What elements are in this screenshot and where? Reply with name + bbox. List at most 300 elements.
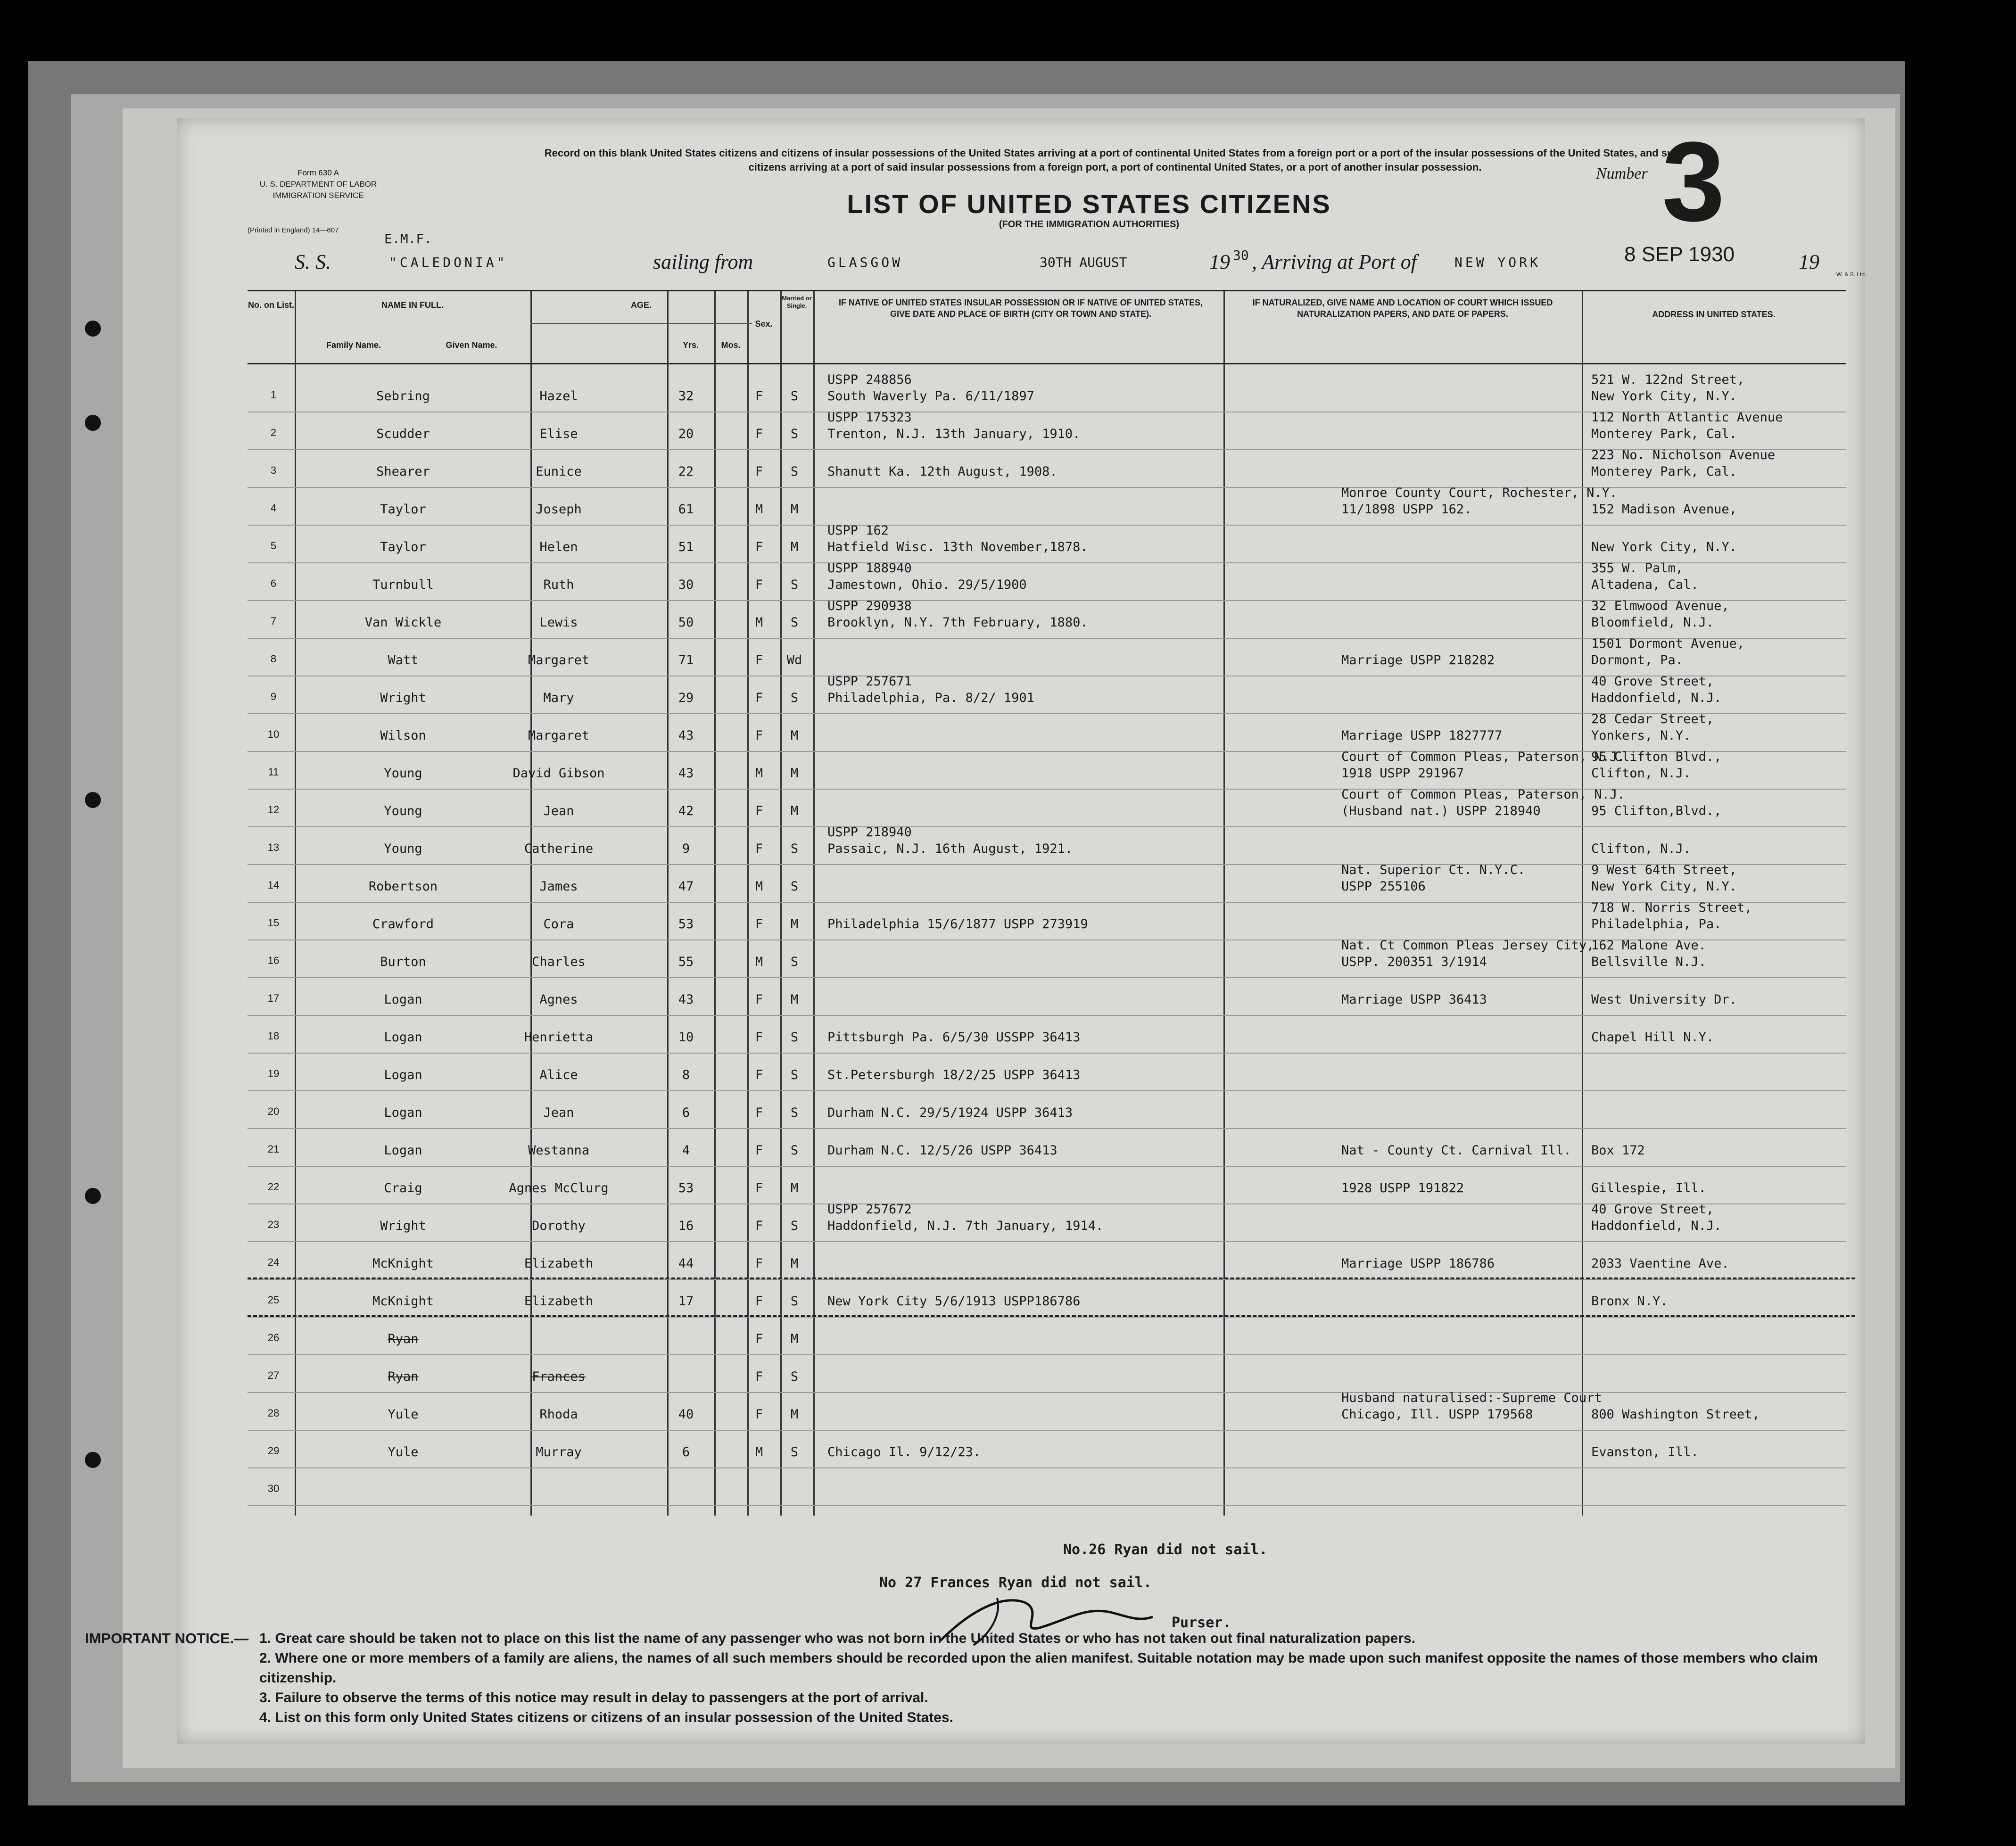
address-line-2: Monterey Park, Cal. (1591, 427, 1737, 441)
sex: F (755, 427, 763, 441)
row-number: 27 (267, 1369, 280, 1381)
row-number: 13 (267, 841, 280, 853)
age-years: 29 (678, 691, 694, 705)
row-number: 1 (270, 389, 277, 401)
age-years: 10 (678, 1030, 694, 1045)
notice-label: IMPORTANT NOTICE.— (85, 1630, 249, 1647)
birth-passport: USPP 257671 (827, 674, 912, 689)
row-number: 15 (267, 917, 280, 929)
sailing-from-label: sailing from (653, 250, 753, 273)
cancel-line-27 (248, 1315, 1855, 1317)
naturalization-papers: Nat - County Ct. Carnival Ill. (1341, 1143, 1571, 1158)
birth-passport: USPP 257672 (827, 1202, 912, 1217)
address-line-1: 40 Grove Street, (1591, 1202, 1714, 1217)
sex: F (755, 1332, 763, 1346)
family-name: Logan (384, 1068, 422, 1082)
family-name: Young (384, 804, 422, 818)
marital-status: S (790, 615, 799, 630)
row-number: 26 (267, 1332, 280, 1343)
col-naturalized: IF NATURALIZED, GIVE NAME AND LOCATION OF COURT WHICH ISSUED NATURALIZATION PAPERS, AND DATE OF PAPERS. (1252, 298, 1553, 319)
row-number: 2 (270, 427, 277, 438)
naturalization-court: Nat. Ct Common Pleas Jersey City, (1341, 938, 1595, 953)
marital-status: M (790, 1256, 799, 1271)
table-row (248, 752, 1846, 790)
age-years: 32 (678, 389, 694, 404)
marital-status: M (790, 917, 799, 931)
family-name: Wright (380, 1219, 426, 1233)
given-name: David Gibson (512, 766, 605, 781)
form-instructions: Record on this blank United States citizens and citizens of insular possessions of the United States arriving at a port of continental United States from a foreign port or a port of the insular possessions of the United States, and such citizens arriving at a port of said insular possessions from a foreign port, a port of continental United States, or a port of another insular possession. (544, 147, 1686, 173)
family-name: Van Wickle (364, 615, 442, 630)
sex: F (755, 728, 763, 743)
naturalization-court: Court of Common Pleas, Paterson, N.J. (1341, 787, 1625, 802)
sex: F (755, 992, 763, 1007)
birth-passport: USPP 188940 (827, 561, 912, 576)
sex: F (755, 464, 763, 479)
marital-status: S (790, 1219, 799, 1233)
marital-status: S (790, 1068, 799, 1082)
row-number: 24 (267, 1256, 280, 1268)
family-name: Turnbull (372, 577, 434, 592)
ss-label: S. S. (295, 250, 331, 273)
birth-place-date: New York City 5/6/1913 USPP186786 (827, 1294, 1081, 1309)
naturalization-papers: Chicago, Ill. USPP 179568 (1341, 1407, 1533, 1422)
address-line-2: Chapel Hill N.Y. (1591, 1030, 1714, 1045)
address-line-2: Clifton, N.J. (1591, 766, 1691, 781)
given-name: Hazel (539, 389, 578, 404)
row-number: 10 (267, 728, 280, 740)
sex: F (755, 1256, 763, 1271)
address-line-2: Box 172 (1591, 1143, 1645, 1158)
sex: M (755, 615, 763, 630)
table-row (248, 1204, 1846, 1242)
marital-status: M (790, 728, 799, 743)
notice-item: 3. Failure to observe the terms of this notice may result in delay to passengers at the port of arrival. (259, 1690, 928, 1706)
address-line-2: New York City, N.Y. (1591, 879, 1737, 894)
family-name: Young (384, 841, 422, 856)
given-name: Agnes (539, 992, 578, 1007)
sex: F (755, 1219, 763, 1233)
naturalization-papers: Marriage USPP 186786 (1341, 1256, 1495, 1271)
age-years: 6 (682, 1445, 690, 1459)
address-line-2: Bellsville N.J. (1591, 955, 1706, 969)
family-name: Wilson (380, 728, 426, 743)
family-name: Burton (380, 955, 426, 969)
marital-status: M (790, 804, 799, 818)
family-name: Logan (384, 1030, 422, 1045)
table-row (248, 1242, 1846, 1280)
given-name: Eunice (536, 464, 582, 479)
address-line-2: Evanston, Ill. (1591, 1445, 1699, 1459)
row-number: 18 (267, 1030, 280, 1042)
sex: F (755, 1030, 763, 1045)
family-name: Watt (388, 653, 419, 668)
row-number: 21 (267, 1143, 280, 1155)
family-name: Ryan (388, 1332, 419, 1346)
age-years: 22 (678, 464, 694, 479)
binder-hole (85, 792, 101, 808)
marital-status: M (790, 1332, 799, 1346)
naturalization-papers: Marriage USPP 1827777 (1341, 728, 1503, 743)
family-name: Sebring (376, 389, 430, 404)
col-mos: Mos. (721, 340, 741, 350)
row-number: 11 (268, 766, 279, 778)
birth-place-date: Hatfield Wisc. 13th November,1878. (827, 540, 1088, 554)
sex: F (755, 1068, 763, 1082)
arriving-label: , Arriving at Port of (1252, 250, 1417, 273)
birth-place-date: Jamestown, Ohio. 29/5/1900 (827, 577, 1027, 592)
given-name: Dorothy (532, 1219, 586, 1233)
address-line-2: Gillespie, Ill. (1591, 1181, 1706, 1195)
age-years: 20 (678, 427, 694, 441)
address-line-1: 28 Cedar Street, (1591, 712, 1714, 726)
row-number: 9 (270, 691, 277, 702)
year-suffix: 30 (1233, 247, 1249, 263)
sex: F (755, 1143, 763, 1158)
table-row (248, 1016, 1846, 1054)
row-number: 4 (270, 502, 277, 514)
table-row (248, 372, 1846, 412)
birth-place-date: South Waverly Pa. 6/11/1897 (827, 389, 1034, 404)
given-name: Charles (532, 955, 586, 969)
naturalization-court: Court of Common Pleas, Paterson, N.J. (1341, 750, 1625, 764)
naturalization-papers: (Husband nat.) USPP 218940 (1341, 804, 1541, 818)
department-name: U. S. DEPARTMENT OF LABOR (259, 180, 377, 189)
age-years: 43 (678, 766, 694, 781)
printed-note: (Printed in England) 14—607 (248, 226, 339, 234)
address-line-2: Dormont, Pa. (1591, 653, 1684, 668)
table-row (248, 1167, 1846, 1204)
sex: M (755, 502, 763, 517)
birth-passport: USPP 248856 (827, 372, 912, 387)
sex: F (755, 389, 763, 404)
marital-status: M (790, 1181, 799, 1195)
age-years: 55 (678, 955, 694, 969)
given-name: Frances (532, 1369, 586, 1384)
voyage-line (248, 231, 1867, 278)
family-name: Scudder (376, 427, 430, 441)
marital-status: S (790, 1143, 799, 1158)
sex: M (755, 955, 763, 969)
row-rule (248, 1505, 1846, 1506)
marital-status: M (790, 1407, 799, 1422)
number-label: Number (1596, 165, 1648, 182)
sex: F (755, 841, 763, 856)
table-row (248, 940, 1846, 978)
arrival-stamp: 8 SEP 1930 (1624, 243, 1735, 266)
marital-status: S (790, 1030, 799, 1045)
birth-place-date: Philadelphia 15/6/1877 USPP 273919 (827, 917, 1088, 931)
sex: F (755, 577, 763, 592)
row-number: 30 (267, 1483, 280, 1494)
given-name: Margaret (528, 653, 590, 668)
given-name: Henrietta (524, 1030, 594, 1045)
address-line-2: 2033 Vaentine Ave. (1591, 1256, 1729, 1271)
purser-label: Purser. (1172, 1615, 1231, 1631)
address-line-2: New York City, N.Y. (1591, 540, 1737, 554)
family-name: Shearer (376, 464, 430, 479)
table-row (248, 412, 1846, 450)
table-row (248, 1318, 1846, 1355)
row-number: 23 (267, 1219, 280, 1230)
marital-status: M (790, 502, 799, 517)
binder-hole (85, 1188, 101, 1204)
address-line-2: Bloomfield, N.J. (1591, 615, 1714, 630)
row-number: 8 (270, 653, 277, 665)
row-number: 19 (267, 1068, 280, 1080)
given-name: James (539, 879, 578, 894)
table-row (248, 714, 1846, 752)
birth-place-date: Philadelphia, Pa. 8/2/ 1901 (827, 691, 1034, 705)
age-years: 8 (682, 1068, 690, 1082)
manifest-sheet (177, 118, 1865, 1744)
family-name: Young (384, 766, 422, 781)
birth-passport: USPP 175323 (827, 410, 912, 425)
birth-place-date: Pittsburgh Pa. 6/5/30 USSPP 36413 (827, 1030, 1081, 1045)
ship-name: "CALEDONIA" (389, 255, 508, 270)
row-number: 22 (267, 1181, 280, 1193)
col-married: Married or Single. (782, 295, 812, 309)
address-line-1: 521 W. 122nd Street, (1591, 372, 1745, 387)
table-row (248, 787, 1846, 827)
col-no: No. on List. (248, 300, 294, 310)
col-name: NAME IN FULL. (381, 300, 444, 310)
list-number: 3 (1662, 118, 1725, 245)
age-years: 30 (678, 577, 694, 592)
address-line-2: Bronx N.Y. (1591, 1294, 1668, 1309)
notice-list (259, 1629, 1829, 1728)
row-number: 16 (267, 955, 280, 966)
table-row (248, 1468, 1846, 1506)
form-identifier (257, 167, 380, 201)
form-number: Form 630 A (297, 168, 339, 177)
row-number: 12 (267, 804, 280, 816)
note-27: No 27 Frances Ryan did not sail. (879, 1574, 1152, 1591)
table-row (248, 1054, 1846, 1091)
marital-status: S (790, 1369, 799, 1384)
address-line-1: 40 Grove Street, (1591, 674, 1714, 689)
sex: F (755, 1181, 763, 1195)
age-years: 42 (678, 804, 694, 818)
address-line-1: 32 Elmwood Avenue, (1591, 599, 1729, 613)
marital-status: M (790, 540, 799, 554)
naturalization-court: Nat. Superior Ct. N.Y.C. (1341, 863, 1526, 877)
given-name: Jean (543, 804, 574, 818)
row-number: 7 (270, 615, 277, 627)
age-years: 53 (678, 917, 694, 931)
row-number: 20 (267, 1105, 280, 1117)
table-row (248, 636, 1846, 676)
age-years: 61 (678, 502, 694, 517)
printer-mark: W. & S. Ltd. (1836, 271, 1867, 278)
marital-status: S (790, 577, 799, 592)
port-from: GLASGOW (827, 255, 903, 270)
sex: F (755, 1407, 763, 1422)
address-line-1: 355 W. Palm, (1591, 561, 1684, 576)
address-line-1: 95 Clifton Blvd., (1591, 750, 1722, 764)
given-name: Lewis (539, 615, 578, 630)
note-26: No.26 Ryan did not sail. (1063, 1541, 1268, 1558)
address-line-2: 95 Clifton,Blvd., (1591, 804, 1722, 818)
age-years: 16 (678, 1219, 694, 1233)
family-name: Crawford (372, 917, 434, 931)
row-number: 25 (267, 1294, 280, 1306)
ship-prefix: E.M.F. (384, 231, 432, 247)
given-name: Mary (543, 691, 574, 705)
given-name: Jean (543, 1105, 574, 1120)
marital-status: S (790, 955, 799, 969)
given-name: Alice (539, 1068, 578, 1082)
col-birth: IF NATIVE OF UNITED STATES INSULAR POSSESSION OR IF NATIVE OF UNITED STATES, GIVE DATE AND PLACE OF BIRTH (CITY OR TOWN AND STATE). (838, 298, 1203, 319)
address-line-2: Monterey Park, Cal. (1591, 464, 1737, 479)
given-name: Cora (543, 917, 574, 931)
naturalization-papers: USPP. 200351 3/1914 (1341, 955, 1487, 969)
sex: F (755, 1369, 763, 1384)
address-line-2: 800 Washington Street, (1591, 1407, 1760, 1422)
family-name: Taylor (380, 502, 426, 517)
binder-hole (85, 1452, 101, 1468)
birth-place-date: Trenton, N.J. 13th January, 1910. (827, 427, 1081, 441)
address-line-1: 718 W. Norris Street, (1591, 900, 1752, 915)
naturalization-papers: Marriage USPP 218282 (1341, 653, 1495, 668)
table-row (248, 523, 1846, 563)
family-name: Craig (384, 1181, 422, 1195)
family-name: Logan (384, 1105, 422, 1120)
notice-item: 2. Where one or more members of a family are aliens, the names of all such members should be recorded upon the alien manifest. Suitable notation may be made upon such manifest opposite the names of those members who claim citizenship. (259, 1650, 1818, 1686)
row-number: 5 (270, 540, 277, 552)
family-name: Logan (384, 1143, 422, 1158)
birth-place-date: Chicago Il. 9/12/23. (827, 1445, 981, 1459)
naturalization-papers: Marriage USPP 36413 (1341, 992, 1487, 1007)
binder-hole (85, 415, 101, 431)
marital-status: S (790, 841, 799, 856)
row-number: 14 (267, 879, 280, 891)
family-name: Ryan (388, 1369, 419, 1384)
sex: M (755, 1445, 763, 1459)
address-line-2: Yonkers, N.Y. (1591, 728, 1691, 743)
address-line-1: 1501 Dormont Avenue, (1591, 636, 1745, 651)
address-line-1: 223 No. Nicholson Avenue (1591, 448, 1776, 462)
marital-status: S (790, 691, 799, 705)
row-number: 17 (267, 992, 280, 1004)
naturalization-court: Husband naturalised:-Supreme Court (1341, 1391, 1602, 1405)
family-name: McKnight (372, 1256, 434, 1271)
family-name: Robertson (368, 879, 438, 894)
table-row (248, 900, 1846, 940)
col-yrs: Yrs. (682, 340, 699, 350)
table-row (248, 1355, 1846, 1393)
col-sex: Sex. (755, 319, 773, 329)
row-number: 28 (267, 1407, 280, 1419)
family-name: Taylor (380, 540, 426, 554)
table-row (248, 1393, 1846, 1431)
table-top (248, 290, 1846, 291)
col-address: ADDRESS IN UNITED STATES. (1652, 310, 1776, 319)
table-row (248, 676, 1846, 714)
marital-status: S (790, 1294, 799, 1309)
page-subtitle: (FOR THE IMMIGRATION AUTHORITIES) (999, 219, 1180, 230)
birth-place-date: Haddonfield, N.J. 7th January, 1914. (827, 1219, 1104, 1233)
age-years: 17 (678, 1294, 694, 1309)
row-number: 29 (267, 1445, 280, 1457)
address-line-2: West University Dr. (1591, 992, 1737, 1007)
naturalization-court: Monroe County Court, Rochester, N.Y. (1341, 486, 1618, 500)
age-years: 47 (678, 879, 694, 894)
birth-place-date: Durham N.C. 29/5/1924 USPP 36413 (827, 1105, 1073, 1120)
age-years: 4 (682, 1143, 690, 1158)
birth-place-date: Durham N.C. 12/5/26 USPP 36413 (827, 1143, 1058, 1158)
row-number: 3 (270, 464, 277, 476)
family-name: Wright (380, 691, 426, 705)
address-line-1: 112 North Atlantic Avenue (1591, 410, 1783, 425)
given-name: Helen (539, 540, 578, 554)
given-name: Joseph (536, 502, 582, 517)
naturalization-papers: 1928 USPP 191822 (1341, 1181, 1464, 1195)
notice-item: 4. List on this form only United States citizens or citizens of an insular possession of the United States. (259, 1710, 953, 1725)
given-name: Margaret (528, 728, 590, 743)
birth-place-date: Brooklyn, N.Y. 7th February, 1880. (827, 615, 1088, 630)
marital-status: M (790, 992, 799, 1007)
marital-status: S (790, 427, 799, 441)
sex: F (755, 917, 763, 931)
notice-item: 1. Great care should be taken not to place on this list the name of any passenger who was not born in the United States or who has not taken out final naturalization papers. (259, 1631, 1416, 1646)
marital-status: S (790, 1105, 799, 1120)
given-name: Elizabeth (524, 1256, 594, 1271)
age-years: 40 (678, 1407, 694, 1422)
header-bottom (248, 363, 1846, 364)
given-name: Agnes McClurg (509, 1181, 609, 1195)
marital-status: M (790, 766, 799, 781)
birth-passport: USPP 290938 (827, 599, 912, 613)
col-family: Family Name. (326, 340, 381, 350)
sex: M (755, 766, 763, 781)
marital-status: S (790, 464, 799, 479)
address-line-2: Clifton, N.J. (1591, 841, 1691, 856)
table-row (248, 601, 1846, 639)
sex: F (755, 804, 763, 818)
address-line-2: Philadelphia, Pa. (1591, 917, 1722, 931)
age-years: 9 (682, 841, 690, 856)
sex: M (755, 879, 763, 894)
age-years: 6 (682, 1105, 690, 1120)
sex: F (755, 1105, 763, 1120)
marital-status: Wd (786, 653, 802, 668)
table-row (248, 827, 1846, 865)
address-line-1: 9 West 64th Street, (1591, 863, 1737, 877)
birth-place-date: Passaic, N.J. 16th August, 1921. (827, 841, 1073, 856)
address-line-2: Haddonfield, N.J. (1591, 691, 1722, 705)
address-line-1: 162 Malone Ave. (1591, 938, 1706, 953)
header-divider (530, 323, 752, 324)
marital-status: S (790, 389, 799, 404)
year-prefix: 19 (1209, 250, 1230, 273)
table-row (248, 450, 1846, 488)
family-name: Logan (384, 992, 422, 1007)
age-years: 50 (678, 615, 694, 630)
given-name: Catherine (524, 841, 594, 856)
given-name: Murray (536, 1445, 582, 1459)
age-years: 43 (678, 728, 694, 743)
given-name: Ruth (543, 577, 574, 592)
col-given: Given Name. (446, 340, 497, 350)
table-row (248, 978, 1846, 1016)
family-name: McKnight (372, 1294, 434, 1309)
row-number: 6 (270, 577, 277, 589)
birth-passport: USPP 162 (827, 523, 889, 538)
naturalization-papers: USPP 255106 (1341, 879, 1426, 894)
age-years: 51 (678, 540, 694, 554)
age-years: 44 (678, 1256, 694, 1271)
